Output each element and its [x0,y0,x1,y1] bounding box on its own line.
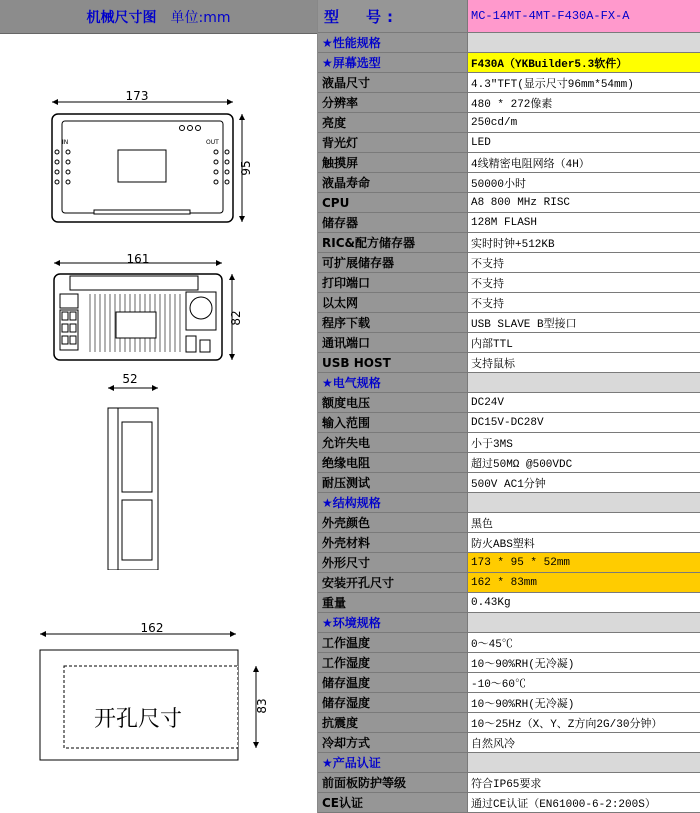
spec-label: ★产品认证 [318,753,468,772]
section-row [318,33,700,53]
spec-value: USB SLAVE B型接口 [468,313,700,332]
spec-value: 内部TTL [468,333,700,352]
spec-value: LED [468,133,700,152]
spec-label: ★屏幕选型 [318,53,468,72]
spec-row [318,573,700,593]
spec-value [468,613,700,632]
cutout-width-label: 162 [140,621,164,635]
spec-label: ★性能规格 [318,33,468,52]
back-height-label: 82 [229,310,243,326]
spec-value: DC24V [468,393,700,412]
section-row [318,373,700,393]
front-width-label: 173 [125,89,149,103]
spec-label: 外壳颜色 [318,513,468,532]
spec-row [318,173,700,193]
spec-row [318,713,700,733]
spec-row [318,133,700,153]
spec-value: 不支持 [468,293,700,312]
spec-label: 前面板防护等级 [318,773,468,792]
spec-value: 0.43Kg [468,593,700,612]
spec-row [318,273,700,293]
spec-row [318,333,700,353]
spec-label: 储存温度 [318,673,468,692]
spec-label: 外壳材料 [318,533,468,552]
spec-value: 支持鼠标 [468,353,700,372]
spec-label: 工作湿度 [318,653,468,672]
spec-value: 4.3"TFT(显示尺寸96mm*54mm) [468,73,700,92]
spec-label: 以太网 [318,293,468,312]
spec-label: ★结构规格 [318,493,468,512]
spec-label: CPU [318,193,468,212]
spec-label: 工作温度 [318,633,468,652]
spec-row [318,193,700,213]
back-view-drawing [40,252,260,374]
spec-label: 液晶寿命 [318,173,468,192]
spec-row [318,213,700,233]
spec-label: 额度电压 [318,393,468,412]
spec-value: 173 * 95 * 52mm [468,553,700,572]
spec-label: 安装开孔尺寸 [318,573,468,592]
spec-row [318,773,700,793]
spec-label: 可扩展储存器 [318,253,468,272]
section-row [318,53,700,73]
front-height-label: 95 [239,160,253,176]
spec-row [318,453,700,473]
spec-label: 抗震度 [318,713,468,732]
spec-label: 背光灯 [318,133,468,152]
spec-row [318,93,700,113]
out-label: OUT [206,139,219,146]
spec-value: DC15V-DC28V [468,413,700,432]
spec-row [318,553,700,573]
spec-label: 外形尺寸 [318,553,468,572]
spec-label: RIC&配方储存器 [318,233,468,252]
spec-label: 冷却方式 [318,733,468,752]
spec-label: 绝缘电阻 [318,453,468,472]
spec-row [318,233,700,253]
spec-value: 通过CE认证（EN61000-6-2:200S） [468,793,700,812]
section-row [318,753,700,773]
cutout-text: 开孔尺寸 [93,707,183,732]
spec-value: 128M FLASH [468,213,700,232]
spec-value [468,373,700,392]
spec-row [318,793,700,813]
spec-value: 符合IP65要求 [468,773,700,792]
spec-value: 小于3MS [468,433,700,452]
spec-label: 输入范围 [318,413,468,432]
cutout-height-label: 83 [255,698,269,714]
spec-label: 储存器 [318,213,468,232]
spec-value: 自然风冷 [468,733,700,752]
spec-row [318,253,700,273]
spec-label: CE认证 [318,793,468,812]
spec-table [318,0,700,813]
spec-value: 162 * 83mm [468,573,700,592]
spec-label: 重量 [318,593,468,612]
spec-row [318,113,700,133]
spec-label: ★环境规格 [318,613,468,632]
spec-row [318,433,700,453]
spec-row [318,393,700,413]
spec-row [318,473,700,493]
in-label: IN [62,139,69,146]
front-view-drawing [30,88,260,228]
spec-value: 500V AC1分钟 [468,473,700,492]
spec-row [318,673,700,693]
model-value: MC-14MT-4MT-F430A-FX-A [468,0,700,32]
model-row [318,0,700,33]
spec-row [318,313,700,333]
spec-row [318,633,700,653]
drawing-unit: 单位:mm [170,9,231,26]
spec-row [318,413,700,433]
side-depth-label: 52 [122,372,138,386]
spec-value: 10～90%RH(无冷凝) [468,693,700,712]
spec-label: 程序下载 [318,313,468,332]
spec-label: 亮度 [318,113,468,132]
spec-label: 液晶尺寸 [318,73,468,92]
spec-label: 储存湿度 [318,693,468,712]
spec-row [318,73,700,93]
spec-row [318,653,700,673]
spec-row [318,693,700,713]
spec-value: 实时时钟+512KB [468,233,700,252]
spec-value [468,33,700,52]
spec-label: 通讯端口 [318,333,468,352]
spec-value [468,753,700,772]
spec-value: 4线精密电阻网络（4H） [468,153,700,172]
drawing-panel [0,0,318,813]
spec-label: 分辨率 [318,93,468,112]
side-view-drawing [100,370,180,570]
spec-label: USB HOST [318,353,468,372]
spec-row [318,593,700,613]
drawing-title: 机械尺寸图 [86,9,157,26]
model-label: 型 号: [318,0,468,32]
spec-row [318,733,700,753]
spec-row [318,153,700,173]
spec-label: 打印端口 [318,273,468,292]
spec-value: -10～60℃ [468,673,700,692]
spec-value: 10～90%RH(无冷凝) [468,653,700,672]
cutout-view-drawing [30,620,280,770]
spec-row [318,353,700,373]
spec-value: 480 * 272像素 [468,93,700,112]
spec-row [318,533,700,553]
back-width-label: 161 [126,252,150,266]
section-row [318,493,700,513]
spec-value: F430A（YKBuilder5.3软件） [468,53,700,72]
spec-value: 超过50MΩ @500VDC [468,453,700,472]
spec-value: 50000小时 [468,173,700,192]
spec-value: 黑色 [468,513,700,532]
spec-value: 不支持 [468,273,700,292]
spec-row [318,513,700,533]
spec-value: 10～25Hz（X、Y、Z方向2G/30分钟） [468,713,700,732]
spec-label: 触摸屏 [318,153,468,172]
spec-value: 防火ABS塑料 [468,533,700,552]
spec-label: 允许失电 [318,433,468,452]
spec-value: 不支持 [468,253,700,272]
spec-label: ★电气规格 [318,373,468,392]
spec-value [468,493,700,512]
section-row [318,613,700,633]
spec-row [318,293,700,313]
spec-value: 0～45℃ [468,633,700,652]
spec-value: A8 800 MHz RISC [468,193,700,212]
spec-label: 耐压测试 [318,473,468,492]
spec-rows [318,33,700,813]
spec-value: 250cd/m [468,113,700,132]
drawing-header [0,0,317,34]
